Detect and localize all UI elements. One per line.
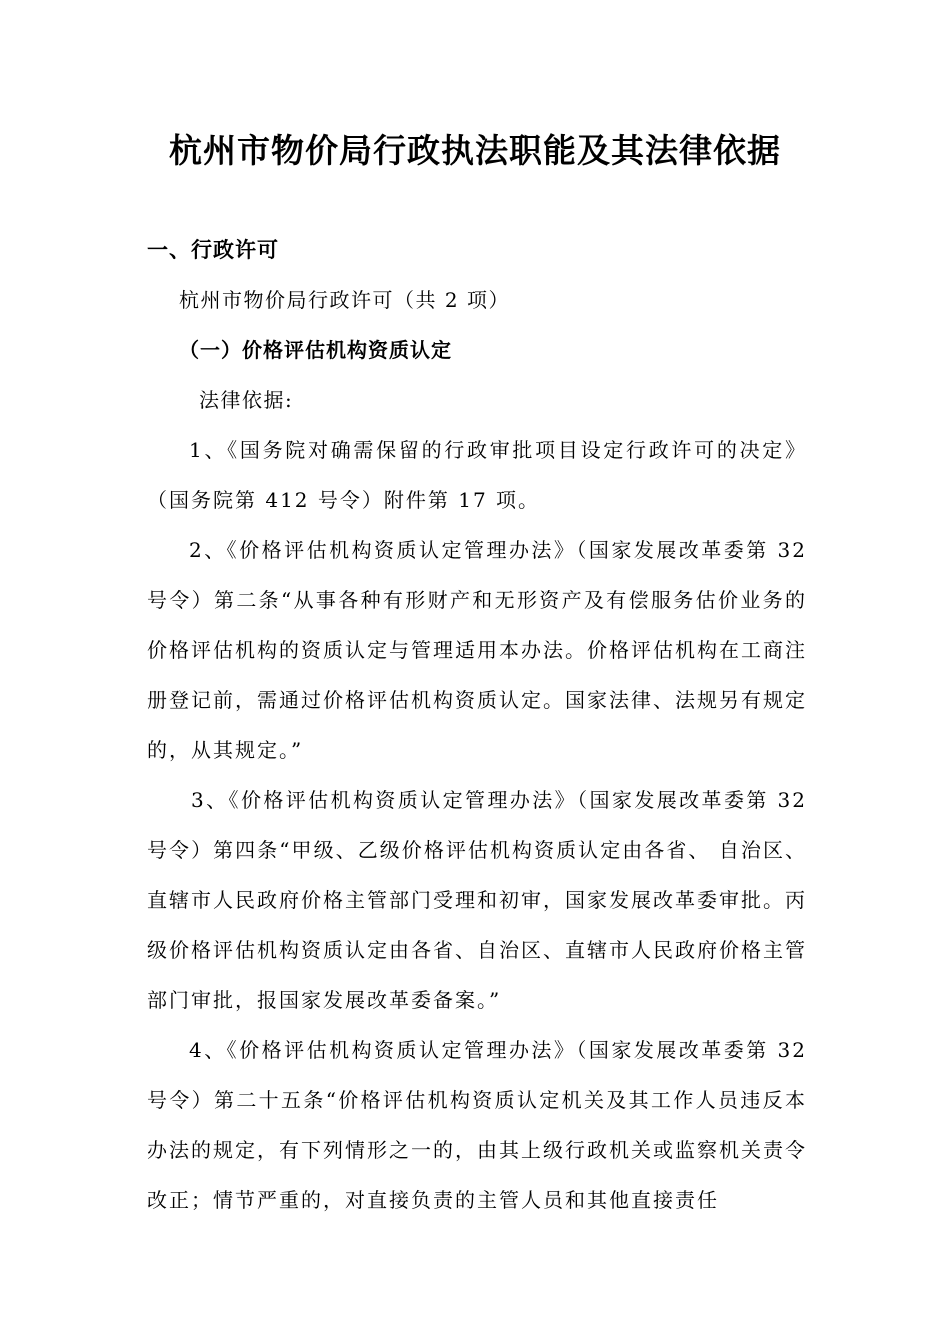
legal-basis-label: 法律依据: — [199, 388, 294, 412]
permit-count-line: 杭州市物价局行政许可（共 2 项） — [179, 288, 510, 312]
section-heading: 一、行政许可 — [147, 238, 279, 262]
document-title: 杭州市物价局行政执法职能及其法律依据 — [169, 131, 781, 170]
legal-paragraph-3: 3、《价格评估机构资质认定管理办法》（国家发展改革委第 32 号令）第四条“甲级、乙级价格评估机构资质认定由各省、 自治区、直辖市人民政府价格主管部门受理和初审，国家发展改革委审批。丙级价格评估机构资质认定由各省、自治区、直辖市人民政府价格主管部门审批，报国家发展改革委备案。” — [147, 788, 807, 1012]
legal-paragraph-4: 4、《价格评估机构资质认定管理办法》（国家发展改革委第 32 号令）第二十五条“价格评估机构资质认定机关及其工作人员违反本办法的规定，有下列情形之一的，由其上级行政机关或监察机关责令改正；情节严重的，对直接负责的主管人员和其他直接责任 — [147, 1038, 807, 1212]
item-heading: （一）价格评估机构资质认定 — [179, 338, 452, 362]
legal-paragraph-1: 1、《国务院对确需保留的行政审批项目设定行政许可的决定》（国务院第 412 号令）附件第 17 项。 — [147, 438, 807, 512]
legal-paragraph-2: 2、《价格评估机构资质认定管理办法》（国家发展改革委第 32 号令）第二条“从事各种有形财产和无形资产及有偿服务估价业务的价格评估机构的资质认定与管理适用本办法。价格评估机构在工商注册登记前，需通过价格评估机构资质认定。国家法律、法规另有规定的，从其规定。” — [147, 538, 807, 762]
